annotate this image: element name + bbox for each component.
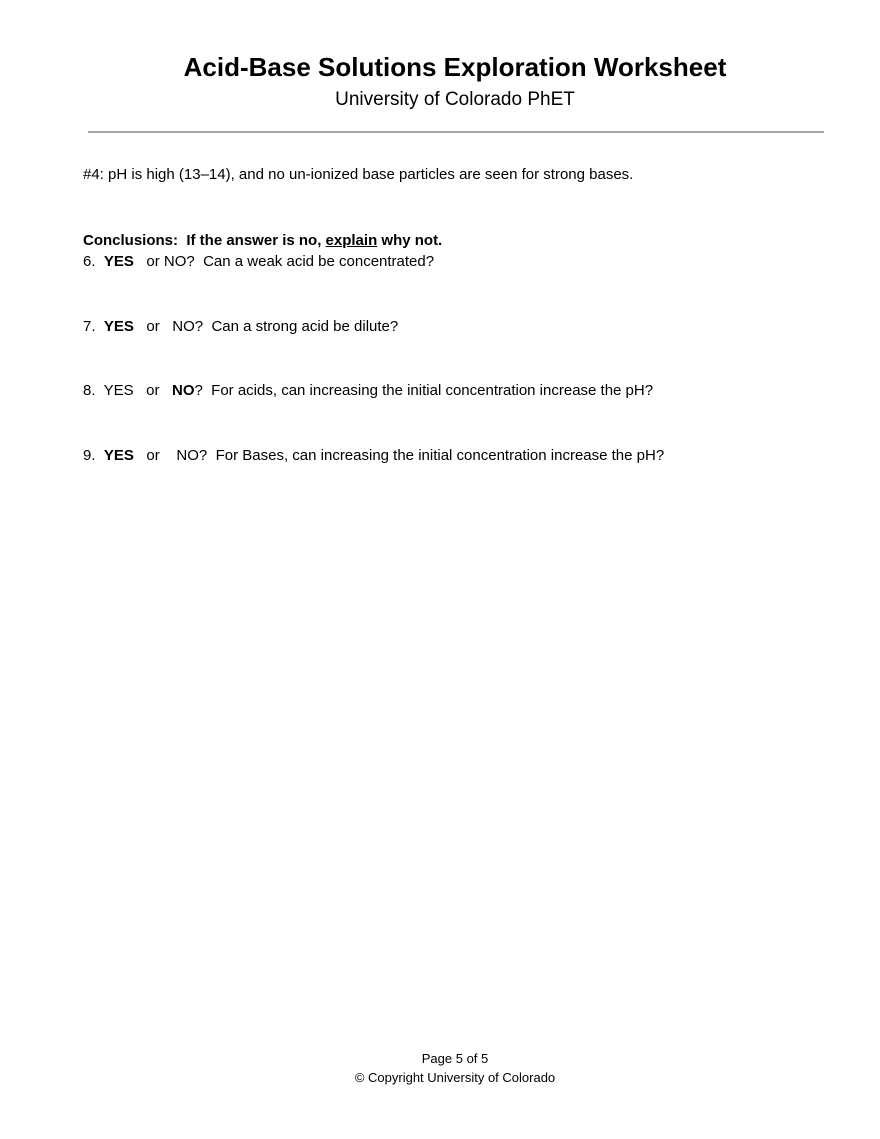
page-title: Acid-Base Solutions Exploration Worksheet [183,52,727,82]
or-text: or [146,382,160,399]
or-text: or [146,318,160,335]
yes-option: YES [103,253,134,270]
question-number: 6. [83,253,96,270]
explain-underlined: explain [325,232,378,249]
conclusions-heading [83,232,442,249]
question-8: 8. YES or NO? For acids, can increasing the initial concentration increase the pH? [83,382,654,399]
yes-option: YES [103,447,134,464]
page-subtitle: University of Colorado PhET [335,89,575,110]
question-text: For Bases, can increasing the initial concentration increase the pH? [215,447,665,464]
or-text: or [146,447,160,464]
or-text: or [146,253,160,270]
header-divider [88,131,824,133]
no-option: NO [176,447,199,464]
yes-option: YES [103,382,134,399]
question-text: Can a strong acid be dilute? [211,318,399,335]
question-number: 9. [83,447,96,464]
conclusions-heading-tail: why not. [377,232,443,249]
copyright: © Copyright University of Colorado [354,1070,556,1085]
page-number: Page 5 of 5 [421,1051,489,1066]
conclusions-heading-text: Conclusions: If the answer is no, [83,232,326,249]
yes-option: YES [103,318,134,335]
question-number: 8. [83,382,96,399]
question-6: 6. YES or NO? Can a weak acid be concentrated? [83,253,435,270]
question-9: 9. YES or NO? For Bases, can increasing the initial concentration increase the pH? [83,447,665,464]
no-option: NO [171,382,195,399]
question-text: Can a weak acid be concentrated? [203,253,435,270]
no-option: NO [172,318,195,335]
question-7: 7. YES or NO? Can a strong acid be dilute? [83,318,399,335]
no-option: NO [163,253,187,270]
answer-note: #4: pH is high (13–14), and no un-ionized base particles are seen for strong bases. [83,166,634,183]
question-text: For acids, can increasing the initial concentration increase the pH? [211,382,654,399]
question-number: 7. [83,318,96,335]
